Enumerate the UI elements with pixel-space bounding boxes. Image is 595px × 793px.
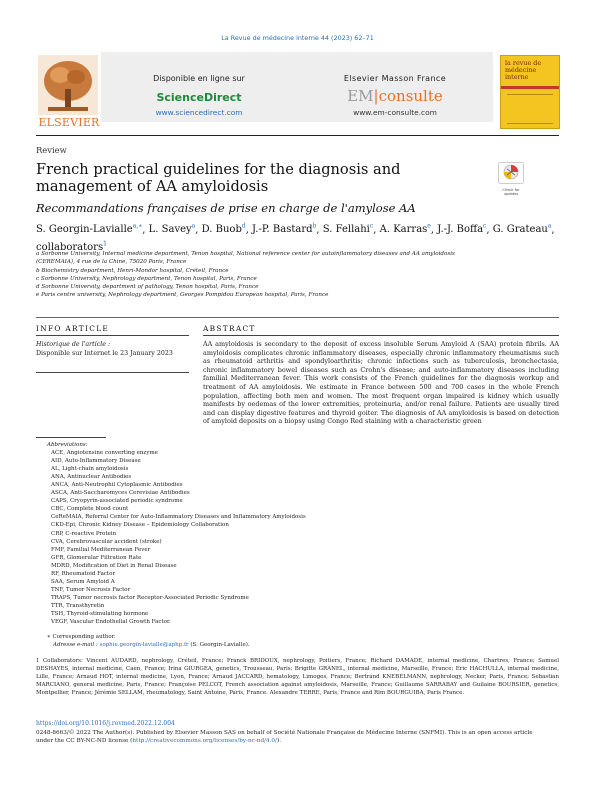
abstract-rule (203, 335, 559, 336)
crossmark-icon (498, 162, 524, 184)
author[interactable]: A. Karras$^e$ (379, 223, 431, 236)
author[interactable]: S. Fellahi$^c$ (322, 223, 374, 236)
journal-reference[interactable]: La Revue de médecine interne 44 (2023) 62–71 (221, 34, 374, 42)
corresponding-label: ∗ Corresponding author. (47, 634, 116, 640)
history-value: Disponible sur Internet le 23 January 2023 (36, 350, 173, 357)
cover-decoration (507, 94, 553, 124)
abbreviation-item: CBC, Complete blood count (51, 506, 129, 513)
author[interactable]: J.-P. Bastard$^b$ (252, 223, 317, 236)
info-article-heading: INFO ARTICLE (36, 324, 110, 333)
author[interactable]: J.-J. Boffa$^c$ (437, 223, 487, 236)
abbreviation-item: VEGF, Vascular Endothelial Growth Factor. (51, 619, 171, 626)
abbreviation-item: ASCA, Anti-Saccharomyces Cerevisiae Antibodies (51, 490, 190, 497)
corresponding-author (47, 633, 559, 649)
abbreviation-item: TSH, Thyroid-stimulating hormone (51, 610, 149, 617)
copyright-line-2: under the CC BY-NC-ND license ( (36, 738, 133, 745)
copyright-line-3: ). (276, 738, 281, 745)
license-link[interactable]: http://creativecommons.org/licenses/by-nc-nd/4.0/ (132, 738, 277, 745)
crossmark-label: Check for updates (502, 188, 520, 196)
abbreviations-title: Abbreviations: (47, 442, 88, 448)
author[interactable]: L. Savey$^a$ (148, 223, 196, 236)
affiliation: a Sorbonne University, Internal medicine department, Tenon hospital, National reference center for autoinflammatory diseases and AA amyloidosis (36, 251, 455, 257)
author[interactable]: D. Buob$^d$ (201, 223, 246, 236)
history-label: Historique de l'article : (36, 341, 111, 348)
journal-cover-thumbnail[interactable] (500, 55, 560, 129)
info-rule (36, 335, 189, 336)
affiliation: e Paris centre university, Nephrology department, Georges Pompidou European hospital, Paris, France (36, 292, 329, 299)
copyright-line-1: 0248-8663/© 2022 The Author(s). Published by Elsevier Masson SAS on behalf of Société Nationale Française de Médecine Interne (SNFMI). This is an open access article (36, 730, 533, 736)
footnote-rule (36, 437, 106, 438)
abbreviation-item: AL, Light-chain amyloidosis (51, 466, 129, 473)
emconsulte-em: EM (347, 87, 374, 105)
abbreviation-item: TRAPS, Tumor necrosis factor Receptor-Associated Periodic Syndrome (51, 594, 249, 601)
author[interactable]: G. Grateau$^a$ (492, 223, 552, 236)
abbreviation-item: ANCA, Anti-Neutrophil Cytoplasmic Antibodies (51, 482, 183, 489)
emconsulte-divider: | (373, 87, 379, 105)
abstract-heading: ABSTRACT (203, 324, 256, 333)
abbreviation-item: CeReMAIA, Referral Center for Auto-Inflammatory Diseases and Inflammatory Amyloidosis (51, 514, 306, 521)
elsevier-wordmark: ELSEVIER (38, 116, 100, 129)
collaborators-footnote: 1 Collaborators: Vincent AUDARD, nephrology, Créteil, France; Franck BRIDOUX, nephrology, Poitiers, France; Richard DAMADE, internal medicine, Chartres, France; Samuel DESHAYES, internal medicine, Caen, France; Irina GIURGEA, genetics, Trousseau, Paris; Brigitte GRANEL, internal medicine, Marseille, France; Eric HACHULLA, internal medicine, Lille, France; Arnaud HOT, internal medicine, Lyon, France; Arnaud JACCARD, hematology, Limoges, France; Bertrand KNEBELMANN, nephrology, Necker, Paris, France; Sebastian MARCIANO, general medicine, Paris, France; Françoise PELCOT, French association against amyloidosis, Marseille, France; Guillaume SARRABAY and Guilaine BOURSIER, genetics, Montpellier, France; Jérémie SELLAM, rheumatology, Saint Antoine, Paris, France. Alexandre TERRE, Paris, France and Rim BOURGUIBA, Paris France. (36, 658, 559, 697)
sciencedirect-link[interactable]: www.sciencedirect.com (155, 108, 243, 117)
affiliation: (CEREMAIA), 4 rue de la Chine, 75020 Paris, France (36, 259, 187, 266)
header-divider (36, 135, 559, 136)
abbreviation-item: ACE, Angiotensine converting enzyme (51, 450, 158, 457)
abbreviation-item: FMF, Familial Mediterranean Fever (51, 546, 151, 553)
author-list: S. Georgin-Lavialle$^{a,∗}$, L. Savey$^a$, D. Buob$^d$, J.-P. Bastard$^b$, S. Fellahi$^c$, A. Karras$^e$, J.-J. Boffa$^c$, G. Grateau$^a$, collaborators$^1$ (36, 223, 555, 254)
affiliation: d Sorbonne University, department of pathology, Tenon hospital, Paris, France (36, 284, 259, 291)
email-suffix: (S. Georgin-Lavialle). (190, 642, 250, 648)
abbreviation-item: MDRD, Modification of Diet in Renal Disease (51, 562, 177, 569)
abbreviation-item: ANA, Antinuclear Antibodies (51, 474, 132, 481)
author[interactable]: collaborators$^1$ (36, 240, 107, 254)
cover-title: la revue de médecine interne (505, 59, 542, 81)
publisher-name: Elsevier Masson France (343, 74, 447, 83)
abstract-text: AA amyloidosis is secondary to the deposit of excess insoluble Serum Amyloid A (SAA) protein fibrils. AA amyloidosis complicates chronic inflammatory diseases, especially chronic inflammatory rheumatisms such as rheumatoid arthritis and spondyloarthritis; chronic infections such as tuberculosis, bronchectasia, chronic inflammatory bowel diseases such as Crohn's disease; and auto-inflammatory diseases including familial Mediterranean fever. This work consists of the French guidelines for the diagnosis workup and treatment of AA amyloidosis. We estimate in France between 500 and 700 cases in the whole French population, affecting both men and women. The most frequent organ impaired is kidney which usually manifests by oedemas of the lower extremities, proteinuria, and/or renal failure. Patients are usually tired and can display digestive features and thyroid goiter. The diagnosis of AA amyloidosis is based on detection of amyloid deposits on a biopsy using Congo Red staining with a characteristic green (203, 340, 559, 426)
doi-link[interactable]: https://doi.org/10.1016/j.revmed.2022.12.004 (36, 720, 175, 727)
article-history (36, 340, 189, 358)
abbreviation-item: AID, Auto-Inflammatory Disease (51, 458, 141, 465)
emconsulte-logo[interactable] (297, 87, 493, 105)
abbreviation-item: CAPS, Cryopyrin-associated periodic syndrome (51, 498, 183, 505)
abbreviation-item: GFR, Glomerular Filtration Rate (51, 554, 142, 561)
emconsulte-link[interactable]: www.em-consulte.com (353, 108, 437, 117)
cover-band (501, 86, 559, 89)
abbreviation-item: TTR, Transthyretin (51, 602, 105, 609)
abbreviation-item: CVA, Cerebrovascular accident (stroke) (51, 538, 162, 545)
abbreviation-item: SAA, Serum Amyloid A (51, 578, 115, 585)
abbreviation-item: TNF, Tumor Necrosis Factor (51, 586, 131, 593)
section-divider (36, 317, 559, 318)
info-rule-bottom (36, 372, 189, 373)
author[interactable]: S. Georgin-Lavialle$^{a,∗}$ (36, 223, 143, 236)
abbreviation-item: CRP, C-reactive Protein (51, 530, 117, 537)
email-link[interactable]: sophie.georgin-lavialle@aphp.fr (99, 642, 189, 648)
crossmark-badge[interactable] (498, 162, 524, 196)
copyright-notice (36, 729, 559, 745)
abbreviation-item: CKD-Epi, Chronic Kidney Disease – Epidemiology Collaboration (51, 522, 229, 529)
available-online-label: Disponible en ligne sur (153, 74, 245, 83)
emconsulte-consulte: consulte (378, 87, 443, 105)
article-title: French practical guidelines for the diagnosis and management of AA amyloidosis (36, 161, 401, 195)
affiliations (36, 250, 559, 300)
sciencedirect-logo[interactable]: ScienceDirect (156, 91, 242, 104)
article-type: Review (36, 145, 67, 155)
abbreviations-list (47, 441, 547, 626)
affiliation: c Sorbonne University, Nephrology department, Tenon hospital, Paris, France (36, 275, 257, 282)
abbreviation-item: RF, Rheumatoid Factor (51, 570, 116, 577)
article-subtitle-french: Recommandations françaises de prise en charge de l'amylose AA (36, 201, 416, 215)
email-label: Adresse e-mail : (53, 642, 98, 648)
affiliation: b Biochemistry department, Henri-Mondor hospital, Créteil, France (36, 267, 229, 274)
